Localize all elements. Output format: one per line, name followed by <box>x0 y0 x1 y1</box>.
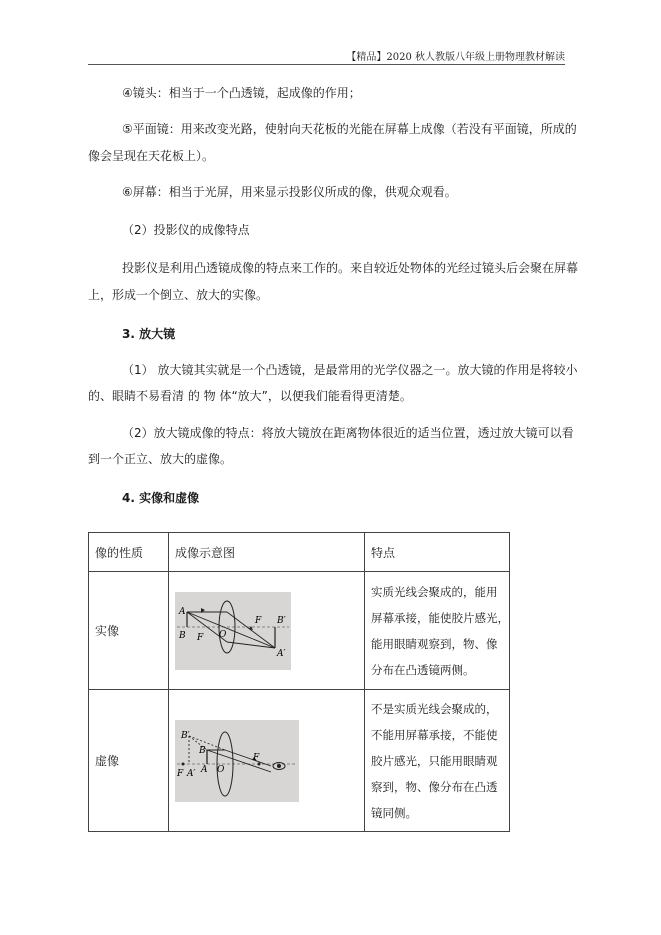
feature-line: 察到，物、像分布在凸透 <box>371 779 498 794</box>
table-row <box>89 572 510 690</box>
label-O: O <box>217 764 225 775</box>
label-F-right: F <box>255 615 262 626</box>
diagram-cell <box>169 690 365 832</box>
para-mirror-line2: 像会呈现在天花板上）。 <box>88 149 215 163</box>
section-image-heading: 4. 实像和虚像 <box>122 491 200 505</box>
para-mag1-line2: 的、眼睛不易看清 的 物 体“放大”，以便我们能看得更清楚。 <box>88 389 412 403</box>
diagram-cell <box>169 572 365 690</box>
para-mag2-line1: （2）放大镜成像的特点：将放大镜放在距离物体很近的适当位置，透过放大镜可以看 <box>122 426 574 440</box>
feature-line: 不是实质光线会聚成的， <box>371 701 498 716</box>
table-row <box>89 690 510 832</box>
real-image-svg <box>175 592 291 670</box>
section-magnifier-heading: 3. 放大镜 <box>122 327 176 341</box>
feature-line: 胶片感光，只能用眼睛观 <box>371 753 498 768</box>
feature-line: 能用眼睛观察到，物、像 <box>371 636 498 651</box>
label-B: B <box>179 630 186 641</box>
label-F-left: F <box>177 768 184 779</box>
header-cell: 特点 <box>365 533 510 572</box>
para-screen: ⑥屏幕：相当于光屏，用来显示投影仪所成的像，供观众观看。 <box>122 185 457 199</box>
features-cell <box>365 572 510 690</box>
header-cell: 成像示意图 <box>169 533 365 572</box>
virtual-image-svg <box>175 720 299 802</box>
label-A: A <box>201 764 208 775</box>
page-header: 【精品】2020 秋人教版八年级上册物理教材解读 <box>346 52 565 63</box>
feature-line: 不能用屏幕承接，不能使 <box>371 727 498 742</box>
para-mag1-line1: （1） 放大镜其实就是一个凸透镜，是最常用的光学仪器之一。放大镜的作用是将较小 <box>122 363 578 377</box>
para-lens: ④镜头：相当于一个凸透镜，起成像的作用； <box>122 86 361 100</box>
label-A-prime: A′ <box>187 768 196 779</box>
image-comparison-table <box>88 532 510 832</box>
image-type-real: 实像 <box>89 572 169 690</box>
image-type-virtual: 虚像 <box>89 690 169 832</box>
proj-subtitle: （2）投影仪的成像特点 <box>122 223 250 237</box>
label-B: B <box>199 745 206 756</box>
feature-line: 屏幕承接，能使胶片感光， <box>371 610 509 625</box>
feature-line: 镜同侧。 <box>371 805 417 820</box>
para-proj-line1: 投影仪是利用凸透镜成像的特点来工作的。来自较近处物体的光经过镜头后会聚在屏幕 <box>122 261 579 275</box>
feature-line: 分布在凸透镜两侧。 <box>371 662 475 677</box>
real-image-diagram <box>175 592 291 670</box>
header-rule <box>88 64 565 65</box>
virtual-image-diagram <box>175 720 299 802</box>
label-A: A <box>179 606 186 617</box>
label-B-prime: B′ <box>181 730 190 741</box>
features-cell <box>365 690 510 832</box>
label-A-prime: A′ <box>277 648 286 659</box>
feature-line: 实质光线会聚成的，能用 <box>371 584 498 599</box>
label-F-right: F <box>253 752 260 763</box>
para-mirror-line1: ⑤平面镜：用来改变光路，使射向天花板的光能在屏幕上成像（若没有平面镜，所成的 <box>122 122 577 136</box>
label-F-left: F <box>197 632 204 643</box>
label-B-prime: B′ <box>277 615 286 626</box>
para-proj-line2: 上，形成一个倒立、放大的实像。 <box>88 288 269 302</box>
label-O: O <box>219 629 227 640</box>
header-cell: 像的性质 <box>89 533 169 572</box>
table-header-row <box>89 533 510 572</box>
para-mag2-line2: 到一个正立、放大的虚像。 <box>88 452 233 466</box>
